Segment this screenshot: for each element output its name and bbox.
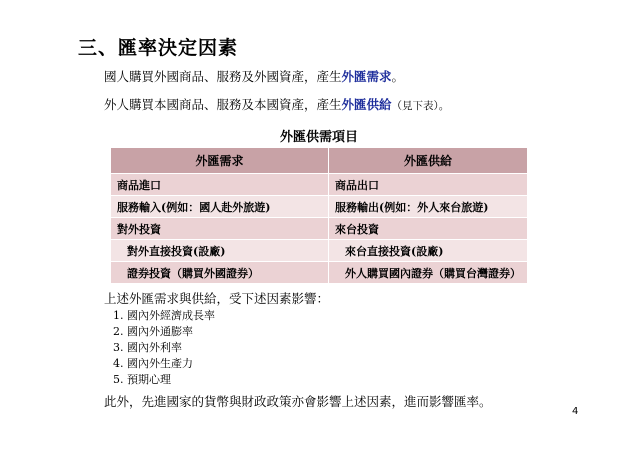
highlight-supply: 外匯供給 [341, 97, 392, 112]
table-row [111, 174, 528, 196]
paragraph-demand [104, 67, 404, 85]
paragraph-supply-suffix: （見下表）。 [391, 100, 450, 112]
page-number: 4 [572, 406, 579, 417]
table-cell: 證券投資（購買外國證券） [111, 262, 329, 284]
table-cell: 外人購買國內證券（購買台灣證券） [329, 262, 528, 284]
header-supply: 外匯供給 [329, 148, 528, 174]
list-item: 3. 國內外利率 [113, 341, 182, 354]
fx-supply-demand-table [110, 147, 528, 284]
list-item: 5. 預期心理 [113, 373, 171, 386]
paragraph-supply-text: 外人購買本國商品、服務及本國資產，產生 [104, 97, 342, 112]
section-heading: 三、匯率決定因素 [78, 37, 239, 59]
table-cell: 對外直接投資(設廠) [111, 240, 329, 262]
paragraph-demand-text: 國人購買外國商品、服務及外國資產，產生 [104, 69, 342, 84]
table-row [111, 218, 528, 240]
factors-intro: 上述外匯需求與供給，受下述因素影響： [104, 291, 330, 306]
table-header-row [111, 148, 528, 174]
list-item: 2. 國內外通膨率 [113, 325, 193, 338]
table-row [111, 262, 528, 284]
closing-paragraph: 此外，先進國家的貨幣與財政政策亦會影響上述因素，進而影響匯率。 [104, 394, 492, 409]
factors-list [113, 308, 215, 388]
table-cell: 來台直接投資(設廠) [329, 240, 528, 262]
table-row [111, 196, 528, 218]
table-cell: 對外投資 [111, 218, 329, 240]
table-cell: 商品出口 [329, 174, 528, 196]
paragraph-demand-suffix: 。 [391, 69, 405, 84]
paragraph-supply [104, 95, 449, 113]
table-row [111, 240, 528, 262]
table-cell: 來台投資 [329, 218, 528, 240]
list-item: 4. 國內外生產力 [113, 357, 193, 370]
highlight-demand: 外匯需求 [341, 69, 392, 84]
table-cell: 商品進口 [111, 174, 329, 196]
table-caption: 外匯供需項目 [279, 130, 358, 145]
table-cell: 服務輸出(例如：外人來台旅遊) [329, 196, 528, 218]
header-demand: 外匯需求 [111, 148, 329, 174]
table-cell: 服務輸入(例如：國人赴外旅遊) [111, 196, 329, 218]
list-item: 1. 國內外經濟成長率 [113, 309, 215, 322]
